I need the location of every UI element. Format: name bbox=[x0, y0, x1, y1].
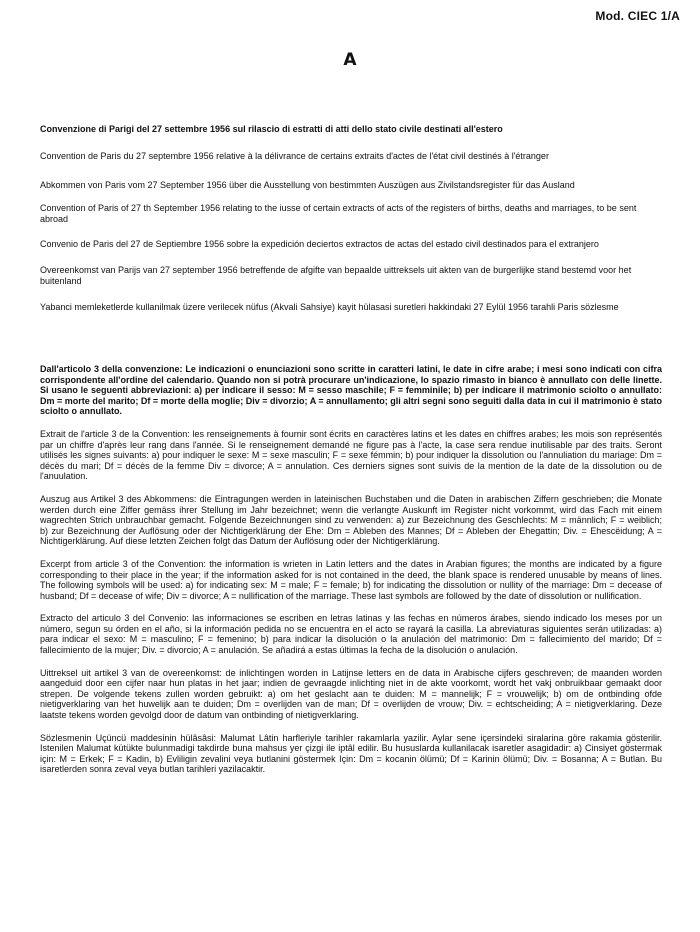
title-turkish: Yabanci memleketlerde kullanilmak üzere verilecek nüfus (Akvali Sahsiye) kayit hülasasi suretleri hakkindaki 27 Eylül 1956 tarahli Paris sözlesme bbox=[40, 302, 619, 312]
note-turkish: Sözlesmenin Uçüncü maddesinin hülâsâsi: Malumat Lâtin harfleriyle tarihler rakamlarla yazilir. Aylar sene içersindeki siralarina göre rakamia gösterilir. Istenilen Malumat kütükte bulunmadigi takdirde buna mahsus yer çizgi ile iptâl edilir. Bu hususlarda kullanilacak isaretler asagidadir: a) Cinsiyet göstermak için: M = Erkek; F = Kadin, b) Evliligin zevalini veya butlanini göstermek Için: Dm = kocanin ölümü; Df = Karinin ölümü; Div. = Bosanna; A = Butlan. Bu isaretlerden sonra zeval veya butlan tarihleri yazilacaktir. bbox=[40, 732, 662, 775]
title-german: Abkommen von Paris vom 27 September 1956 über die Ausstellung von bestimmten Auszügen aus Zivilstandsregister für das Ausland bbox=[40, 180, 575, 190]
article-3-notes bbox=[40, 364, 662, 775]
note-spanish: Extracto del articulo 3 del Convenio: las informaciones se escriben en letras latinas y las fechas en números árabes, siendo indicado los meses por un número, segun su órden en el año, si la información pedida no se encuentra en el acto se rayará la casilla. La abreviaturas siguientes serán utilizadas: a) para indicar el sexo: M = masculino; F = femenino; b) para indicar la disolución o la anulación del matrimonio: Dm = fallecimiento del marido; Df = fallecimiento de la mujer; Div. = divorcio; A = anulación. Se añadirá a estas últimas la fecha de la disolución o anulación. bbox=[40, 613, 662, 656]
title-spanish: Convenio de Paris del 27 de Septiembre 1956 sobre la expedición deciertos extractos de actas del estado civil destinados para el extranjero bbox=[40, 239, 599, 249]
note-french: Extrait de l'article 3 de la Convention: les renseignements à fournir sont écrits en caractères latins et les dates en chiffres arabes; les mois son représentés par un chiffre d'après leur rang dans l'année. Si le renseignement demandé ne figure pas à l'acte, la case sera rendue inutilisable par des traits. Seront utilisés les signes suivants: a) pour indiquer le sexe: M = sexe masculin; F = sexe fémmin; b) pour indiquer la dissolution ou l'annuliation du mariage: Dm = décès du mari; Df = décès de la femme Div = divorce; A = annulation. Ces derniers signes sont suivis de la mention de la date de la dissolution ou de l'anuulation. bbox=[40, 428, 662, 482]
form-reference: Mod. CIEC 1/A bbox=[595, 9, 680, 23]
convention-titles bbox=[40, 124, 662, 313]
title-french: Convention de Paris du 27 septembre 1956 relative à la délivrance de certains extraits d'actes de l'état civil destinés à l'étranger bbox=[40, 151, 549, 161]
note-english: Excerpt from article 3 of the Convention: the information is wrieten in Latin letters and the dates in Arabian figures; the months are indicated by a figure corresponding to their place in the year; if the information asked for is not contained in the deed, the blank space is rendered unusable by means of lines. The following symbols will be used: a) for indicating sex: M = male; F = female; b) for indicating the dissolution or nullity of the marriage: Dm = decease of husband; Df = decease of wife; Div = divorce; A = nullification of the marriage. These last symbols are followed by the date of dissolution or nullification. bbox=[40, 558, 662, 601]
form-letter: A bbox=[343, 50, 357, 70]
title-english: Convention of Paris of 27 th September 1956 relating to the iusse of certain extracts of acts of the registers of births, deaths and marriages, to be sent abroad bbox=[40, 203, 637, 224]
title-italian: Convenzione di Parigi del 27 settembre 1956 sul rilascio di estratti di atti dello stato civile destinati all'estero bbox=[40, 124, 503, 134]
note-italian: Dall'articolo 3 della convenzione: Le indicazioni o enunciazioni sono scritte in caratteri latini, le date in cifre arabe; i mesi sono indicati con cifra corrispondente all'ordine del calendario. Quando non si potrà procurare un'indicazione, lo spazio rimasto in bianco è annullato con delle linette. Si usano le seguenti abbreviazioni: a) per indicare il sesso: M = sesso maschile; F = femminile; b) per indicare il matrimonio sciolto o annullato: Dm = morte del marito; Df = morte della moglie; Div = divorzio; A = annullamento; gli altri segni sono seguiti dalla data in cui il matrimonio è stato sciolto o annullato. bbox=[40, 364, 662, 417]
title-dutch: Overeenkomst van Parijs van 27 september 1956 betreffende de afgifte van bepaalde uittreksels uit akten van de burgerlijke stand bestemd voor het buitenland bbox=[40, 265, 632, 286]
note-dutch: Uittreksel uit artikel 3 van de overeenkomst: de inlichtingen worden in Latijnse letters en de data in Arabische cijfers geschreven; de maanden worden aangeduid door een cijfer naar hun platas in het jaar; indien de gevraagde inlichting niet in de akte voorkomt, wordt het vakj onbruikbaar gemaakt door strepen. De volgende tekens zullen worden gebruikt: a) om het geslacht aan te duiden: M = mannelijk; F = vrouwelijk; b) om de ontbinding ofde nietigverklaring van het huwelijk aan te duiden; Dm = overlijden van de man; Df = overlijden de vrouw; Div. = echtscheiding; A = nietigverklaring. Deze laatste tekens worden gevolgd door de datum van ontbinding of nietigverklaring. bbox=[40, 667, 662, 721]
note-german: Auszug aus Artikel 3 des Abkommens: die Eintragungen werden in lateinischen Buchstaben und die Daten in arabischen Ziffern geschrieben; die Monate werden durch eine Ziffer gemäss ihrer Stellung im Jahr bezeichnet; wenn die verlangte Auskunft im Register nicht vorkommt, wird das Fach mit einem wagrechten Strich unbrauchbar gemacht. Folgende Bezeichnungen sind zu verwenden: a) zur Bezeichnung des Geschlechts: M = männlich; F = weiblich; b) zur Bezeichnung der Auflösung oder der Nichtigerklärung der Ehe: Dm = Ableben des Mannes; Df = Ableben der Ehegattin; Div. = Ehescëidung; A = Nichtigerklärung. Auf diese letzten Zeichen folgt das Datum der Auflösung oder der Nichtigerklärung. bbox=[40, 493, 662, 547]
